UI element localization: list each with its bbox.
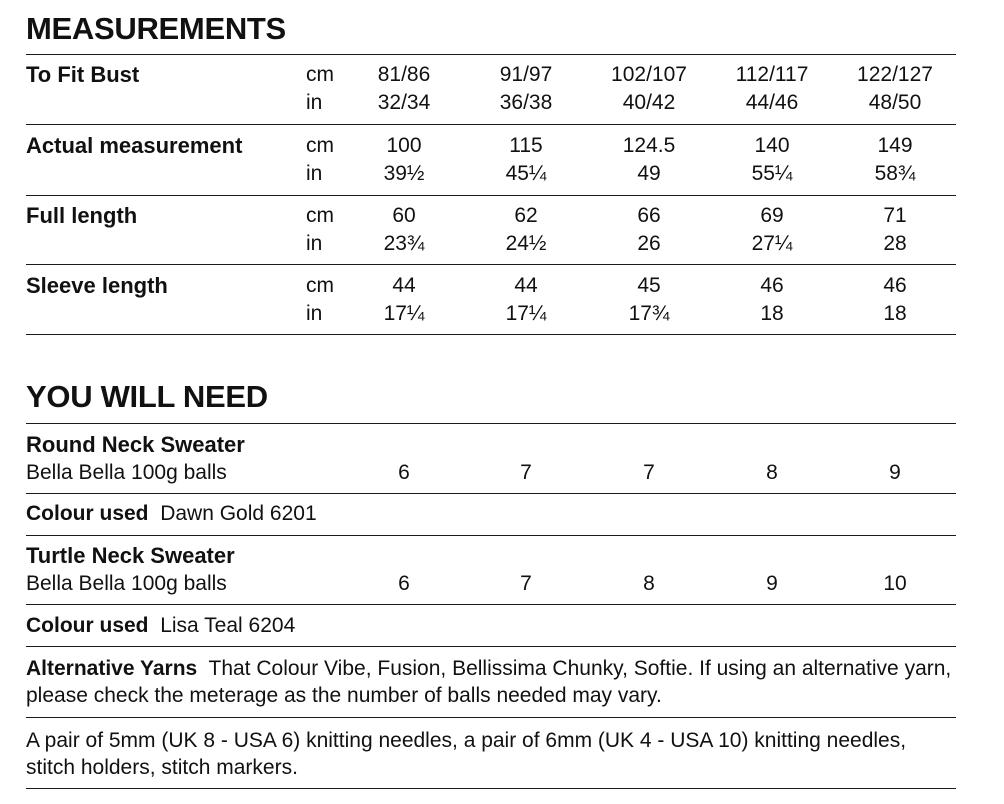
row-label: Sleeve length (26, 273, 168, 298)
value-cell: 44/46 (745, 91, 799, 114)
turtle-neck-yarn: Bella Bella 100g balls (26, 572, 227, 595)
value-cell: 71 (883, 204, 907, 227)
row-label: To Fit Bust (26, 62, 140, 87)
measurement-row-sleeve-length (26, 272, 956, 332)
divider (26, 535, 956, 536)
value-cell: 112/117 (735, 63, 809, 86)
divider (26, 788, 956, 789)
value-cell: 49 (637, 162, 661, 185)
value-cell: 100 (386, 134, 422, 157)
divider (26, 493, 956, 494)
colour-value: Lisa Teal 6204 (160, 614, 296, 637)
unit-cm: cm (306, 63, 334, 86)
value-cell: 45¼ (505, 162, 547, 185)
unit-in: in (306, 91, 323, 114)
colour-value: Dawn Gold 6201 (160, 502, 317, 525)
ball-count: 9 (766, 572, 778, 595)
value-cell: 46 (760, 274, 784, 297)
value-cell: 66 (637, 204, 661, 227)
value-cell: 24½ (505, 232, 547, 255)
value-cell: 69 (760, 204, 784, 227)
needles-and-notions: A pair of 5mm (UK 8 - USA 6) knitting needles, a pair of 6mm (UK 4 - USA 10) knitting needles, stitch holders, stitch markers. (26, 729, 907, 779)
ball-count: 8 (766, 461, 778, 484)
value-cell: 18 (883, 302, 907, 325)
value-cell: 55¼ (751, 162, 793, 185)
round-neck-heading: Round Neck Sweater (26, 432, 245, 457)
turtle-neck-heading: Turtle Neck Sweater (26, 543, 235, 568)
divider (26, 646, 956, 647)
ball-count: 10 (883, 572, 907, 595)
ball-count: 6 (398, 461, 410, 484)
divider (26, 264, 956, 265)
alternative-yarns (26, 655, 956, 709)
value-cell: 23¾ (383, 232, 425, 255)
value-cell: 17¾ (628, 302, 670, 325)
unit-cm: cm (306, 204, 334, 227)
value-cell: 58¾ (874, 162, 916, 185)
value-cell: 115 (509, 134, 543, 157)
value-cell: 44 (514, 274, 538, 297)
ball-count: 7 (520, 461, 532, 484)
ball-count: 6 (398, 572, 410, 595)
divider (26, 423, 956, 424)
value-cell: 39½ (383, 162, 425, 185)
divider (26, 334, 956, 335)
measurements-title: MEASUREMENTS (26, 11, 286, 46)
value-cell: 62 (514, 204, 538, 227)
round-neck-yarn: Bella Bella 100g balls (26, 461, 227, 484)
ball-count: 8 (643, 572, 655, 595)
alternative-yarns-text: That Colour Vibe, Fusion, Bellissima Chunky, Softie. If using an alternative yarn, please check the meterage as the number of balls needed may vary. (26, 657, 952, 707)
divider (26, 604, 956, 605)
unit-in: in (306, 302, 323, 325)
value-cell: 36/38 (499, 91, 553, 114)
value-cell: 17¼ (383, 302, 425, 325)
value-cell: 46 (883, 274, 907, 297)
unit-cm: cm (306, 134, 334, 157)
value-cell: 124.5 (622, 134, 676, 157)
value-cell: 140 (754, 134, 790, 157)
value-cell: 28 (883, 232, 907, 255)
you-will-need-title: YOU WILL NEED (26, 379, 268, 414)
value-cell: 44 (392, 274, 416, 297)
value-cell: 32/34 (377, 91, 431, 114)
value-cell: 122/127 (857, 63, 933, 86)
measurement-row-full-length (26, 202, 956, 262)
unit-cm: cm (306, 274, 334, 297)
unit-in: in (306, 162, 323, 185)
value-cell: 18 (760, 302, 784, 325)
divider (26, 54, 956, 55)
value-cell: 45 (637, 274, 661, 297)
value-cell: 60 (392, 204, 416, 227)
divider (26, 717, 956, 718)
value-cell: 102/107 (611, 63, 687, 86)
value-cell: 81/86 (377, 63, 431, 86)
value-cell: 48/50 (868, 91, 922, 114)
divider (26, 195, 956, 196)
value-cell: 27¼ (751, 232, 793, 255)
value-cell: 17¼ (505, 302, 547, 325)
colour-label: Colour used (26, 502, 149, 525)
turtle-neck-colour (26, 612, 295, 640)
colour-label: Colour used (26, 614, 149, 637)
ball-count: 7 (643, 461, 655, 484)
row-label: Full length (26, 203, 138, 228)
ball-count: 7 (520, 572, 532, 595)
divider (26, 124, 956, 125)
value-cell: 91/97 (499, 63, 553, 86)
round-neck-colour (26, 500, 317, 528)
measurement-row-actual (26, 132, 956, 192)
row-label: Actual measurement (26, 133, 243, 158)
ball-count: 9 (889, 461, 901, 484)
value-cell: 149 (877, 134, 913, 157)
alternative-yarns-label: Alternative Yarns (26, 657, 198, 680)
value-cell: 26 (637, 232, 661, 255)
measurement-row-bust (26, 61, 956, 121)
value-cell: 40/42 (622, 91, 676, 114)
unit-in: in (306, 232, 323, 255)
